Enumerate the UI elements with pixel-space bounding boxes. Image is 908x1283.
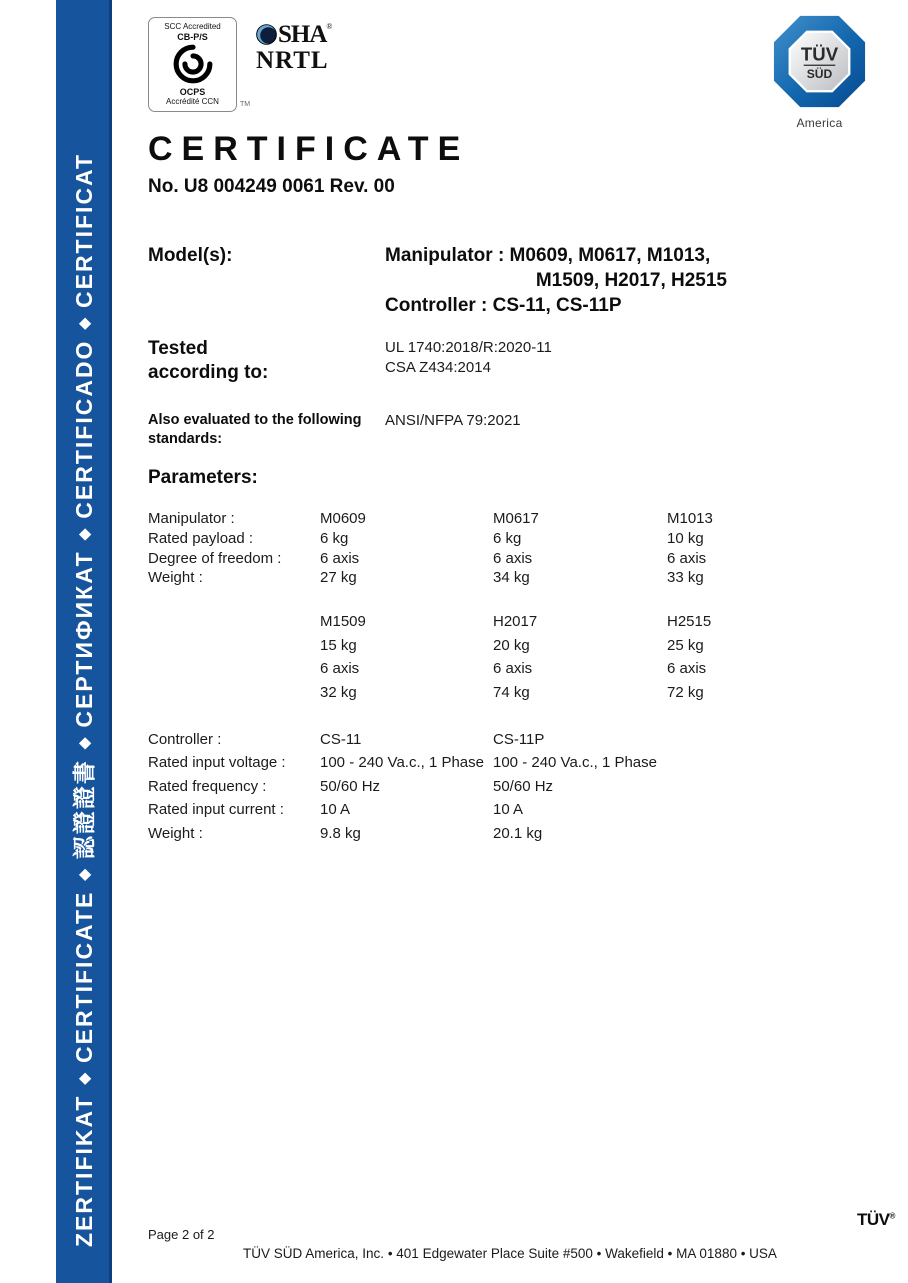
param-cell: M1509 bbox=[320, 613, 366, 630]
models-label: Model(s): bbox=[148, 245, 233, 266]
manipulator-models-line1: Manipulator : M0609, M0617, M1013, bbox=[385, 245, 711, 266]
side-word-certificate-cjk: 認證證書 bbox=[71, 759, 97, 860]
side-word-certificat: CERTIFICAT bbox=[71, 152, 97, 308]
param-row-label bbox=[148, 684, 320, 708]
param-cell: 6 axis bbox=[320, 660, 360, 678]
also-label-line1: Also evaluated to the following bbox=[148, 412, 362, 428]
diamond-icon: ◆ bbox=[76, 1073, 93, 1085]
osha-globe-icon bbox=[256, 24, 277, 45]
registered-mark: ® bbox=[889, 1211, 895, 1221]
certificate-title: CERTIFICATE bbox=[148, 130, 470, 168]
standard-csa: CSA Z434:2014 bbox=[385, 359, 491, 376]
standard-ul: UL 1740:2018/R:2020-11 bbox=[385, 339, 552, 356]
tuv-footer-wordmark bbox=[857, 1210, 895, 1230]
osha-nrtl-logo bbox=[256, 22, 332, 73]
param-row-label bbox=[148, 637, 320, 661]
param-cell: 10 kg bbox=[667, 529, 704, 547]
tuv-text: TÜV bbox=[800, 43, 839, 65]
param-row-label: Controller : bbox=[148, 731, 222, 748]
sud-text: SÜD bbox=[806, 67, 833, 82]
diamond-icon: ◆ bbox=[76, 869, 93, 881]
param-row-label: Weight : bbox=[148, 569, 203, 587]
param-cell: M1013 bbox=[667, 510, 713, 527]
param-cell: 33 kg bbox=[667, 569, 704, 587]
param-cell: 6 axis bbox=[667, 549, 707, 567]
param-cell: 32 kg bbox=[320, 684, 357, 702]
tested-label-line1: Tested bbox=[148, 338, 208, 359]
tested-label-line2: according to: bbox=[148, 362, 269, 383]
manipulator-parameters-table-1 bbox=[148, 510, 828, 589]
param-cell: 25 kg bbox=[667, 636, 704, 654]
scc-accredite-ccn-label: Accrédité CCN bbox=[166, 97, 219, 107]
param-cell: 27 kg bbox=[320, 569, 357, 587]
param-cell: 6 axis bbox=[667, 660, 707, 678]
param-cell: 15 kg bbox=[320, 636, 357, 654]
tested-according-label bbox=[148, 337, 268, 385]
controller-parameters-table bbox=[148, 731, 828, 848]
param-row-label bbox=[148, 660, 320, 684]
nrtl-wordmark: NRTL bbox=[256, 47, 329, 74]
osha-registered-mark: ® bbox=[326, 21, 333, 31]
param-cell: 9.8 kg bbox=[320, 824, 361, 842]
param-cell: 100 - 240 Va.c., 1 Phase bbox=[320, 754, 484, 772]
also-label-line2: standards: bbox=[148, 431, 223, 447]
param-cell: 50/60 Hz bbox=[320, 777, 381, 795]
param-cell: 6 kg bbox=[320, 529, 349, 547]
param-row-label: Rated frequency : bbox=[148, 777, 267, 795]
param-cell: 74 kg bbox=[493, 684, 530, 702]
scc-accreditation-logo bbox=[148, 17, 237, 112]
param-cell: 6 axis bbox=[320, 549, 360, 567]
param-cell: M0617 bbox=[493, 510, 539, 527]
param-cell: 10 A bbox=[320, 801, 351, 819]
tested-standards-block bbox=[385, 338, 552, 378]
side-word-certificate-en: CERTIFICATE bbox=[71, 890, 97, 1063]
param-cell: 6 kg bbox=[493, 529, 522, 547]
scc-cbps-label: CB-P/S bbox=[177, 31, 208, 42]
page-number: Page 2 of 2 bbox=[148, 1227, 215, 1242]
side-word-certificate-ru: СЕРТИФИКАТ bbox=[71, 550, 97, 728]
param-cell: 50/60 Hz bbox=[493, 777, 554, 795]
side-band-vertical-text bbox=[56, 0, 112, 1283]
param-cell: 100 - 240 Va.c., 1 Phase bbox=[493, 754, 657, 772]
certificate-number: No. U8 004249 0061 Rev. 00 bbox=[148, 176, 395, 197]
param-row-label: Weight : bbox=[148, 824, 203, 842]
side-word-certificado: CERTIFICADO bbox=[71, 339, 97, 519]
company-address: TÜV SÜD America, Inc. • 401 Edgewater Place Suite #500 • Wakefield • MA 01880 • USA bbox=[243, 1246, 777, 1261]
param-cell: 20.1 kg bbox=[493, 824, 543, 842]
param-cell: M0609 bbox=[320, 510, 366, 527]
scc-spiral-icon bbox=[171, 42, 215, 86]
param-row-label: Manipulator : bbox=[148, 510, 235, 527]
tuv-sud-octagon-icon bbox=[773, 15, 866, 108]
param-cell: 72 kg bbox=[667, 684, 704, 702]
controller-models-line: Controller : CS-11, CS-11P bbox=[385, 295, 622, 316]
param-cell: H2017 bbox=[493, 613, 538, 630]
param-row-label: Degree of freedom : bbox=[148, 549, 282, 567]
manipulator-parameters-table-2 bbox=[148, 613, 828, 708]
param-cell: H2515 bbox=[667, 613, 712, 630]
manipulator-models-line2: M1509, H2017, H2515 bbox=[535, 270, 727, 291]
scc-ocps-label: OCPS bbox=[179, 87, 206, 97]
param-row-label: Rated payload : bbox=[148, 529, 254, 547]
osha-wordmark: SHA bbox=[278, 21, 327, 48]
tuv-footer-text: TÜV bbox=[857, 1210, 890, 1229]
tuv-america-label: America bbox=[796, 116, 843, 130]
scc-trademark-label: TM bbox=[240, 101, 251, 108]
diamond-icon: ◆ bbox=[76, 318, 93, 330]
param-cell: 34 kg bbox=[493, 569, 530, 587]
param-cell: 6 axis bbox=[493, 549, 533, 567]
scc-accredited-label: SCC Accredited bbox=[164, 22, 221, 32]
param-cell: 6 axis bbox=[493, 660, 533, 678]
param-cell: CS-11 bbox=[320, 731, 362, 748]
models-value-block bbox=[385, 243, 759, 318]
parameters-heading: Parameters: bbox=[148, 467, 258, 488]
param-row-label: Rated input current : bbox=[148, 801, 284, 819]
side-word-zertifikat: ZERTIFIKAT bbox=[71, 1094, 97, 1247]
param-row-label bbox=[148, 613, 320, 637]
param-cell: CS-11P bbox=[493, 731, 545, 748]
param-cell: 20 kg bbox=[493, 636, 530, 654]
diamond-icon: ◆ bbox=[76, 737, 93, 750]
param-cell: 10 A bbox=[493, 801, 524, 819]
standard-ansi-nfpa: ANSI/NFPA 79:2021 bbox=[385, 412, 521, 429]
diamond-icon: ◆ bbox=[76, 528, 93, 541]
param-row-label: Rated input voltage : bbox=[148, 754, 286, 772]
tuv-sud-logo bbox=[773, 15, 866, 130]
also-evaluated-label bbox=[148, 411, 362, 449]
